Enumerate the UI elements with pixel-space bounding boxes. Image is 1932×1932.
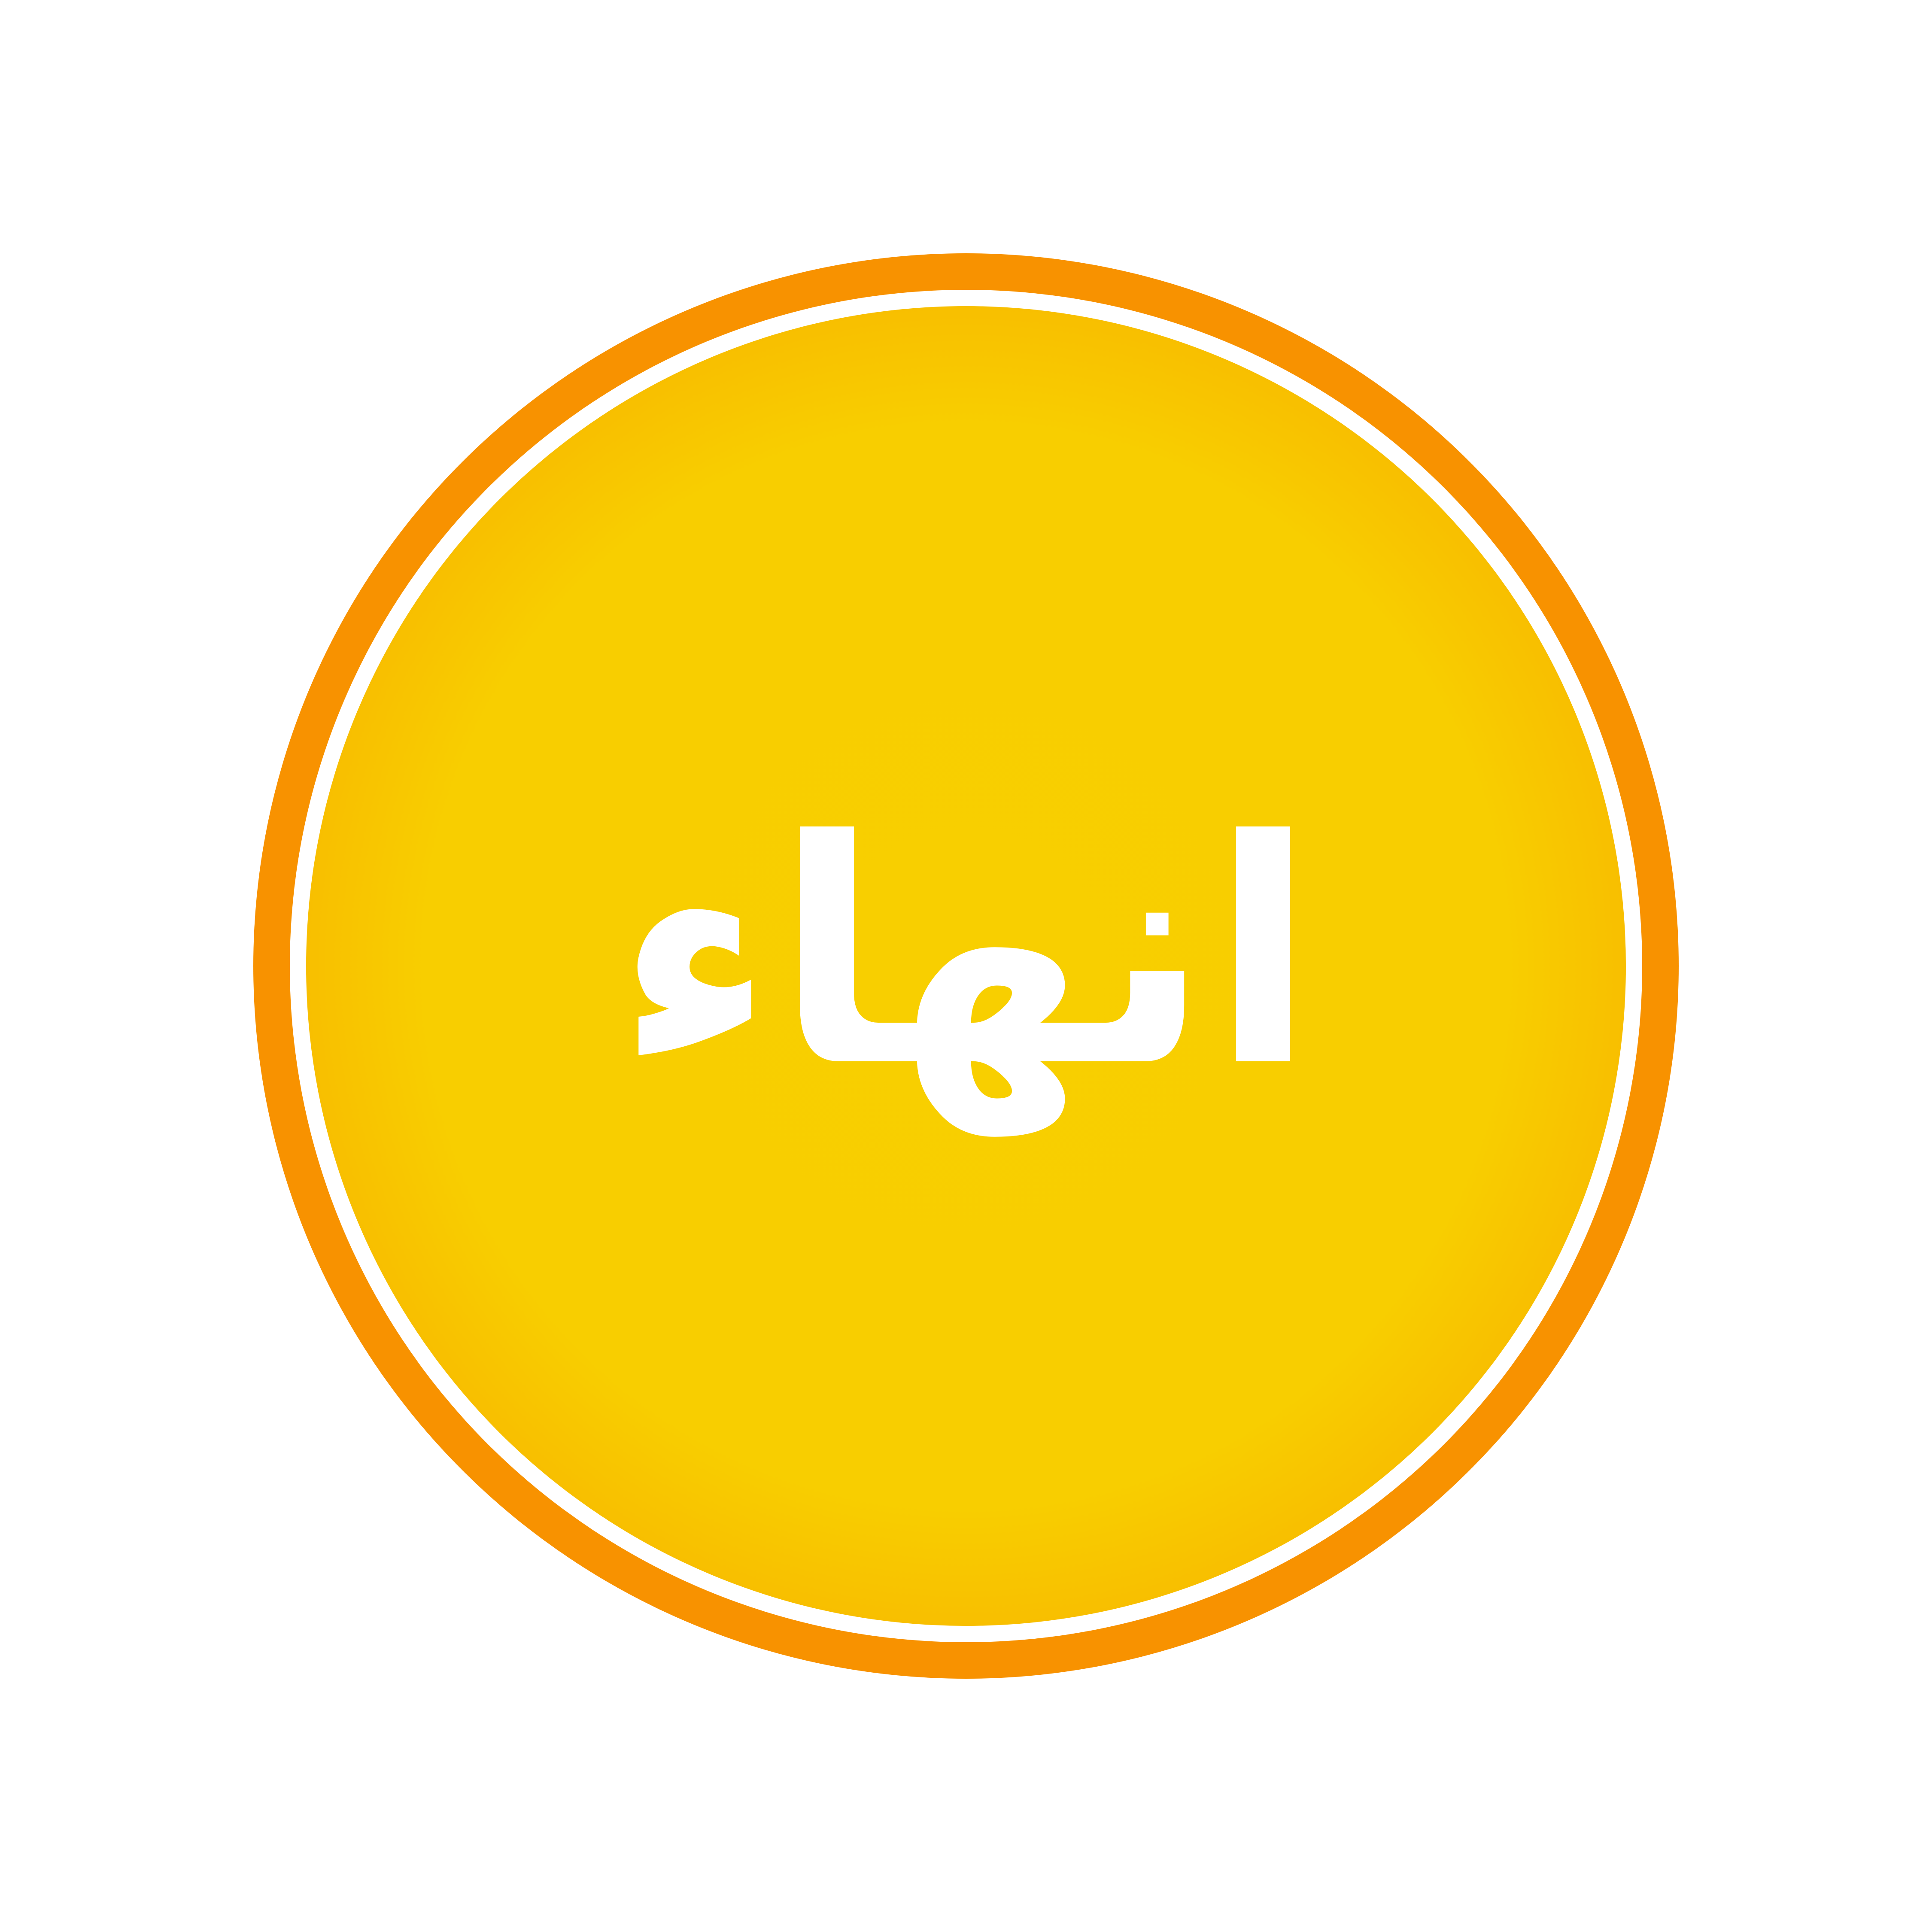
finish-button-label: انهاء bbox=[616, 775, 1316, 1134]
button-face[interactable] bbox=[306, 306, 1626, 1626]
button-inner-ring bbox=[290, 290, 1642, 1642]
finish-button[interactable] bbox=[253, 253, 1679, 1679]
